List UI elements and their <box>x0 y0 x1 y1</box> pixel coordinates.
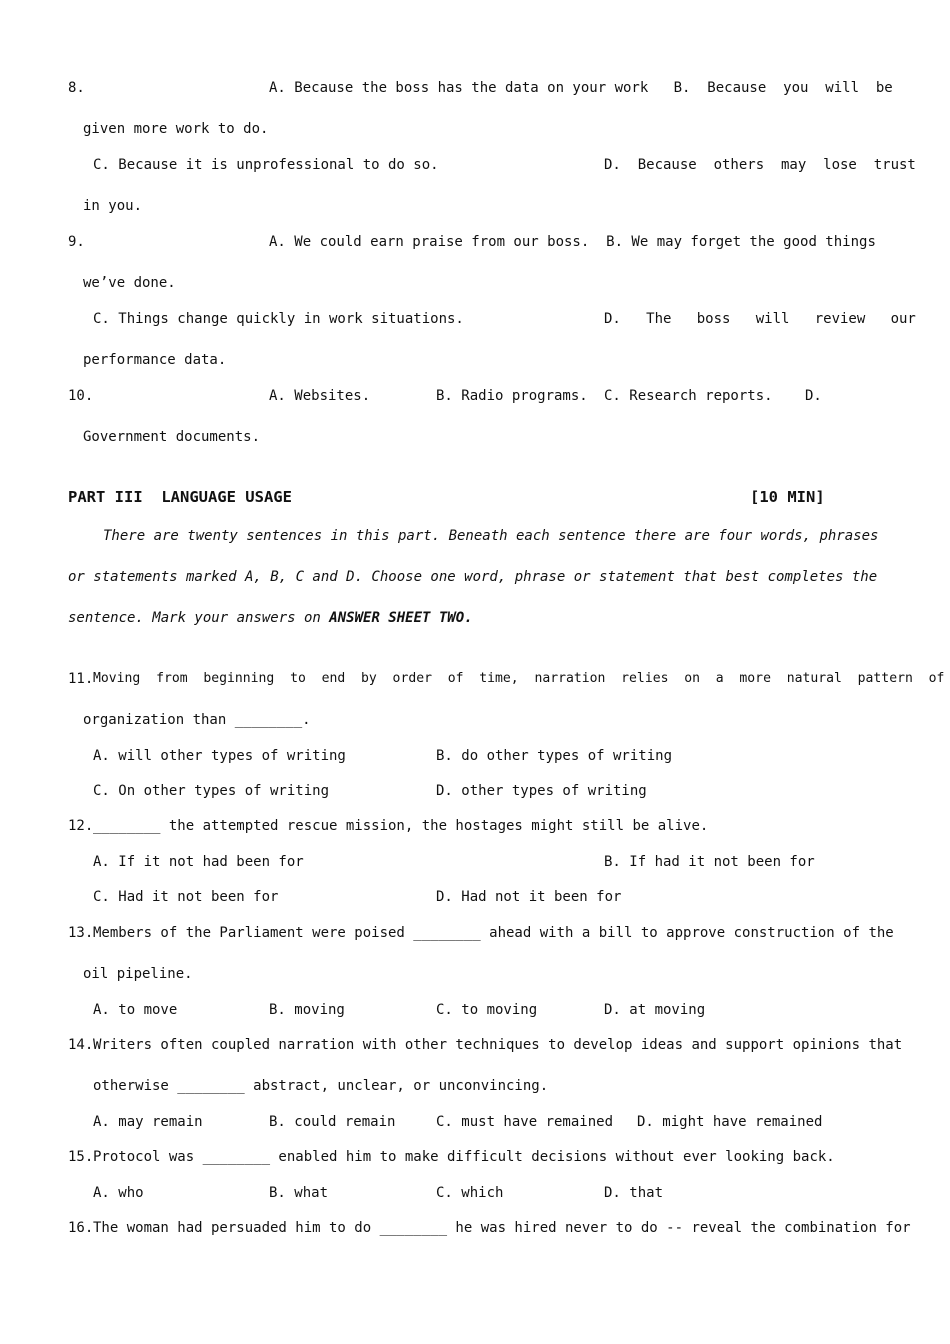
option-line: A. We could earn praise from our boss. B. We may forget the good things <box>269 234 876 250</box>
option-d: D. might have remained <box>637 1114 823 1130</box>
option-a: A. may remain <box>93 1114 203 1130</box>
option-c: C. Because it is unprofessional to do so. <box>93 157 439 173</box>
option-b: B. do other types of writing <box>436 748 673 764</box>
answer-sheet-label: ANSWER SHEET TWO. <box>329 610 473 626</box>
option-b: B. what <box>269 1185 329 1201</box>
question-stem: otherwise ________ abstract, unclear, or unconvincing. <box>93 1078 549 1094</box>
option-line: Government documents. <box>83 429 261 445</box>
question-number: 16. <box>68 1220 94 1236</box>
question-number: 13. <box>68 925 94 941</box>
option-d: D. Had not it been for <box>436 889 622 905</box>
section-title: PART III LANGUAGE USAGE <box>68 488 292 506</box>
option-a: A. to move <box>93 1002 178 1018</box>
option-c: C. which <box>436 1185 504 1201</box>
question-stem: oil pipeline. <box>83 966 193 982</box>
option-line: in you. <box>83 198 143 214</box>
option-d: D. that <box>604 1185 664 1201</box>
option-a: A. If it not had been for <box>93 854 304 870</box>
option-c: C. Had it not been for <box>93 889 279 905</box>
option-b: B. Radio programs. <box>436 388 588 404</box>
question-stem: Writers often coupled narration with other techniques to develop ideas and support opinions that <box>93 1037 903 1053</box>
instructions-text: sentence. Mark your answers on <box>68 610 330 626</box>
option-d: D. other types of writing <box>436 783 647 799</box>
question-number: 9. <box>68 234 85 250</box>
question-stem: Members of the Parliament were poised ________ ahead with a bill to approve construction of the <box>93 925 894 941</box>
option-d: D. Because others may lose trust <box>604 157 916 173</box>
option-c: C. to moving <box>436 1002 538 1018</box>
question-stem: The woman had persuaded him to do ________ he was hired never to do -- reveal the combination for <box>93 1220 911 1236</box>
option-line: A. Because the boss has the data on your work B. Because you will be <box>269 80 893 96</box>
option-line: performance data. <box>83 352 227 368</box>
question-stem: organization than ________. <box>83 712 311 728</box>
question-number: 14. <box>68 1037 94 1053</box>
question-number: 11. <box>68 671 94 687</box>
question-stem: ________ the attempted rescue mission, the hostages might still be alive. <box>93 818 709 834</box>
option-c: C. must have remained <box>436 1114 614 1130</box>
instructions-line <box>68 609 473 627</box>
option-c: C. Things change quickly in work situations. <box>93 311 464 327</box>
option-b: B. moving <box>269 1002 345 1018</box>
instructions-line: There are twenty sentences in this part. Beneath each sentence there are four words, phrases <box>103 528 879 544</box>
option-line: given more work to do. <box>83 121 269 137</box>
section-time: [10 MIN] <box>750 488 825 506</box>
option-b: B. If had it not been for <box>604 854 815 870</box>
option-a: A. Websites. <box>269 388 371 404</box>
question-number: 8. <box>68 80 85 96</box>
question-number: 15. <box>68 1149 94 1165</box>
question-number: 12. <box>68 818 94 834</box>
option-d: D. at moving <box>604 1002 706 1018</box>
option-a: A. will other types of writing <box>93 748 346 764</box>
question-stem: Moving from beginning to end by order of time, narration relies on a more natural pattern of <box>93 671 945 686</box>
option-c: C. Research reports. <box>604 388 773 404</box>
instructions-line: or statements marked A, B, C and D. Choose one word, phrase or statement that best completes the <box>68 569 878 585</box>
option-line: we’ve done. <box>83 275 176 291</box>
option-d: D. The boss will review our <box>604 311 916 327</box>
option-c: C. On other types of writing <box>93 783 330 799</box>
option-d: D. <box>805 388 822 404</box>
question-stem: Protocol was ________ enabled him to make difficult decisions without ever looking back. <box>93 1149 835 1165</box>
option-a: A. who <box>93 1185 144 1201</box>
option-b: B. could remain <box>269 1114 396 1130</box>
question-number: 10. <box>68 388 94 404</box>
